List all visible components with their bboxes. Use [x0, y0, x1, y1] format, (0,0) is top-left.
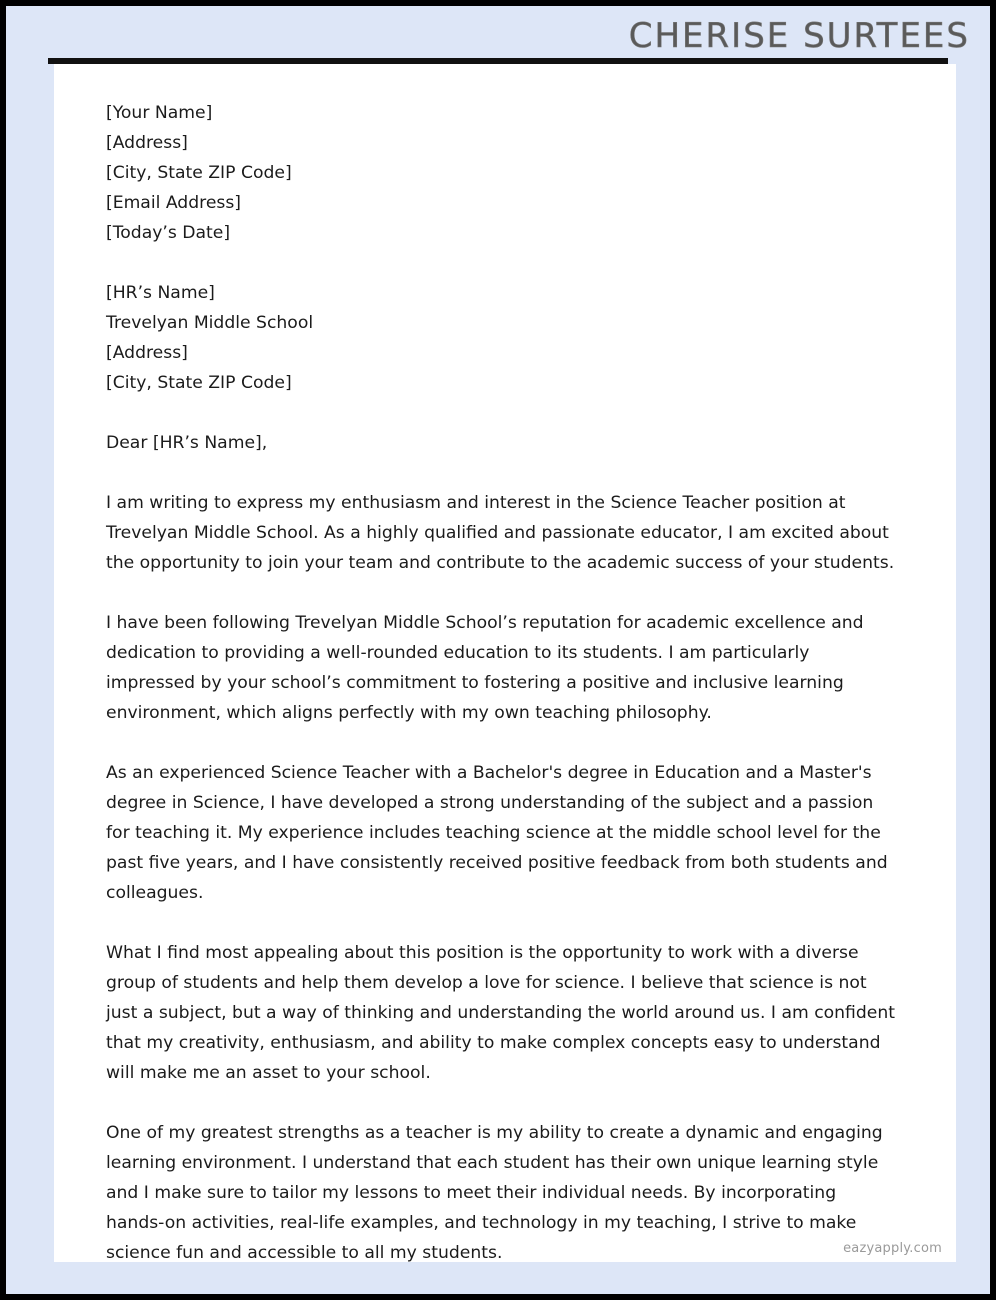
- sender-line: [Today’s Date]: [106, 223, 231, 243]
- letter-paragraph-2: I have been following Trevelyan Middle School’s reputation for academic excellence and dedication to providing a well-rounded education to its students. I am particularly impressed by your school’s commitment to fostering a positive and inclusive learning environment, which aligns perfectly with my own teaching philosophy.: [106, 613, 864, 723]
- recipient-line: [Address]: [106, 343, 188, 363]
- page-title: CHERISE SURTEES: [628, 15, 970, 56]
- salutation: Dear [HR’s Name],: [106, 433, 268, 453]
- letter-paragraph-4: What I find most appealing about this position is the opportunity to work with a diverse group of students and help them develop a love for science. I believe that science is not just a subject, but a way of thinking and understanding the world around us. I am confident that my creativity, enthusiasm, and ability to make complex concepts easy to understand will make me an asset to your school.: [106, 943, 896, 1083]
- recipient-line: Trevelyan Middle School: [106, 313, 314, 333]
- sender-line: [Email Address]: [106, 193, 242, 213]
- letter-paragraph-1: I am writing to express my enthusiasm and interest in the Science Teacher position at Trevelyan Middle School. As a highly qualified and passionate educator, I am excited about the opportunity to join your team and contribute to the academic success of your students.: [106, 493, 895, 573]
- recipient-line: [City, State ZIP Code]: [106, 373, 292, 393]
- sender-line: [City, State ZIP Code]: [106, 163, 292, 183]
- recipient-address-block: [106, 278, 898, 398]
- watermark: eazyapply.com: [843, 1241, 942, 1256]
- letter-body: [106, 98, 898, 1262]
- sender-line: [Address]: [106, 133, 188, 153]
- letter-sheet: [54, 64, 956, 1262]
- letter-paragraph-5: One of my greatest strengths as a teacher is my ability to create a dynamic and engaging learning environment. I understand that each student has their own unique learning style and I make sure to tailor my lessons to meet their individual needs. By incorporating hands-on activities, real-life examples, and technology in my teaching, I strive to make science fun and accessible to all my students.: [106, 1123, 883, 1262]
- recipient-line: [HR’s Name]: [106, 283, 215, 303]
- document-header: [12, 12, 984, 59]
- letter-paragraph-3: As an experienced Science Teacher with a Bachelor's degree in Education and a Master's degree in Science, I have developed a strong understanding of the subject and a passion for teaching it. My experience includes teaching science at the middle school level for the past five years, and I have consistently received positive feedback from both students and colleagues.: [106, 763, 888, 903]
- sender-address-block: [106, 98, 898, 248]
- sender-line: [Your Name]: [106, 103, 213, 123]
